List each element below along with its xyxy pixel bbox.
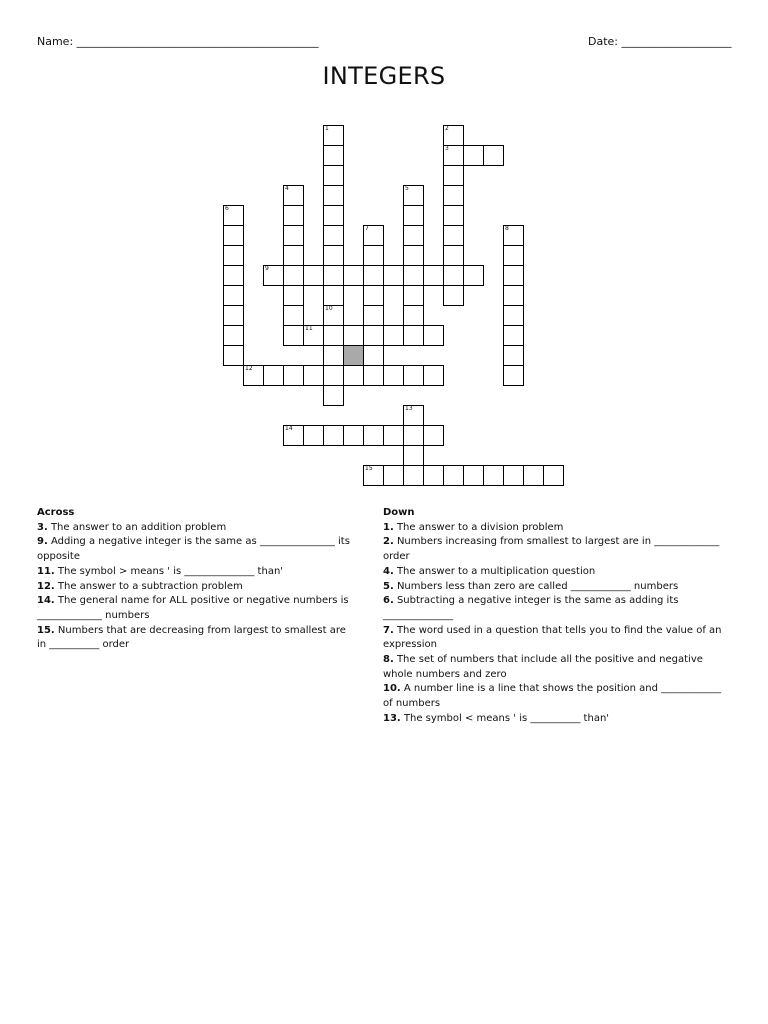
cell-number: 10 <box>325 305 333 312</box>
grid-cell[interactable] <box>323 365 344 386</box>
down-clue <box>383 712 733 727</box>
grid-cell[interactable] <box>423 425 444 446</box>
clue-number: 13. <box>383 712 401 724</box>
grid-cell[interactable] <box>403 185 424 206</box>
clue-text: Adding a negative integer is the same as _______________ its opposite <box>37 536 350 563</box>
cell-number: 8 <box>505 225 509 232</box>
grid-cell[interactable] <box>363 285 384 306</box>
grid-cell[interactable] <box>503 265 524 286</box>
grid-cell[interactable] <box>463 265 484 286</box>
page-title: INTEGERS <box>322 62 446 90</box>
grid-cell[interactable] <box>383 325 404 346</box>
cell-number: 14 <box>285 425 293 432</box>
cell-number: 12 <box>245 365 253 372</box>
grid-cell[interactable] <box>323 425 344 446</box>
grid-cell[interactable] <box>323 305 344 326</box>
grid-cell[interactable] <box>363 365 384 386</box>
grid-cell[interactable] <box>483 145 504 166</box>
grid-cell[interactable] <box>223 325 244 346</box>
crossword-grid <box>0 0 768 500</box>
across-clue-list <box>37 521 355 653</box>
grid-cell[interactable] <box>343 325 364 346</box>
clue-text: The general name for ALL positive or negative numbers is _____________ numbers <box>37 595 349 621</box>
grid-cell[interactable] <box>323 185 344 206</box>
grid-cell[interactable] <box>423 265 444 286</box>
across-clue <box>37 580 355 595</box>
clue-number: 4. <box>383 565 394 577</box>
down-clue <box>383 653 733 682</box>
grid-cell[interactable] <box>403 325 424 346</box>
grid-cell[interactable] <box>403 205 424 226</box>
down-clue <box>383 594 733 623</box>
clue-text: Numbers less than zero are called ____________ numbers <box>396 580 679 592</box>
grid-cell[interactable] <box>283 265 304 286</box>
grid-cell[interactable] <box>403 465 424 486</box>
grid-cell[interactable] <box>223 265 244 286</box>
grid-cell[interactable] <box>363 265 384 286</box>
grid-cell[interactable] <box>323 245 344 266</box>
grid-cell[interactable] <box>463 465 484 486</box>
grid-cell[interactable] <box>523 465 544 486</box>
across-clue <box>37 521 355 536</box>
down-clue <box>383 565 733 580</box>
clue-text: The set of numbers that include all the positive and negative whole numbers and zero <box>383 654 703 680</box>
grid-cell[interactable] <box>283 305 304 326</box>
grid-cell[interactable] <box>283 365 304 386</box>
cell-number: 13 <box>405 405 413 412</box>
clue-text: The word used in a question that tells you to find the value of an expression <box>383 624 722 651</box>
grid-cell[interactable] <box>323 325 344 346</box>
clue-number: 8. <box>383 654 394 666</box>
clue-number: 5. <box>383 580 394 592</box>
grid-cell[interactable] <box>283 425 304 446</box>
grid-cell[interactable] <box>503 285 524 306</box>
across-clue <box>37 565 355 580</box>
grid-cell[interactable] <box>223 285 244 306</box>
grid-cell[interactable] <box>443 205 464 226</box>
grid-cell[interactable] <box>223 245 244 266</box>
clue-text: The symbol < means ' is __________ than' <box>403 712 610 724</box>
grid-cell[interactable] <box>423 325 444 346</box>
grid-cell[interactable] <box>223 205 244 226</box>
grid-cell[interactable] <box>223 225 244 246</box>
down-clue-list <box>383 521 733 727</box>
grid-cell[interactable] <box>503 365 524 386</box>
grid-cell[interactable] <box>503 345 524 366</box>
clue-text: Numbers that are decreasing from largest to smallest are in __________ order <box>37 624 346 651</box>
grid-cell[interactable] <box>503 325 524 346</box>
grid-cell[interactable] <box>303 365 324 386</box>
grid-cell[interactable] <box>403 445 424 466</box>
grid-cell[interactable] <box>403 285 424 306</box>
down-clue <box>383 521 733 536</box>
grid-cell[interactable] <box>303 265 324 286</box>
clue-number: 6. <box>383 595 394 607</box>
grid-cell[interactable] <box>343 425 364 446</box>
clue-text: The answer to a subtraction problem <box>57 580 243 592</box>
grid-cell[interactable] <box>403 305 424 326</box>
grid-cell[interactable] <box>443 265 464 286</box>
grid-cell[interactable] <box>403 245 424 266</box>
clue-number: 9. <box>37 536 48 548</box>
grid-cell[interactable] <box>323 385 344 406</box>
grid-cell[interactable] <box>323 345 344 366</box>
grid-cell[interactable] <box>443 165 464 186</box>
grid-cell[interactable] <box>443 145 464 166</box>
grid-cell[interactable] <box>383 365 404 386</box>
clue-text: The symbol > means ' is ______________ than' <box>57 565 284 577</box>
grid-cell[interactable] <box>303 325 324 346</box>
clue-text: The answer to a division problem <box>396 521 564 533</box>
grid-cell[interactable] <box>443 225 464 246</box>
grid-cell[interactable] <box>503 465 524 486</box>
grid-cell[interactable] <box>443 245 464 266</box>
grid-cell[interactable] <box>243 365 264 386</box>
grid-cell[interactable] <box>383 465 404 486</box>
clue-text: Subtracting a negative integer is the same as adding its ______________ <box>383 595 679 621</box>
grid-cell[interactable] <box>363 425 384 446</box>
grid-cell[interactable] <box>363 465 384 486</box>
grid-cell[interactable] <box>503 305 524 326</box>
grid-cell[interactable] <box>383 425 404 446</box>
clue-number: 10. <box>383 683 401 695</box>
grid-cell[interactable] <box>403 265 424 286</box>
date-field[interactable]: Date: ____________________ <box>588 35 732 48</box>
clue-number: 7. <box>383 624 394 636</box>
across-clues <box>37 506 355 653</box>
grid-cell[interactable] <box>223 345 244 366</box>
cell-number: 5 <box>405 185 409 192</box>
down-clue <box>383 535 733 564</box>
cell-number: 15 <box>365 465 373 472</box>
clue-text: A number line is a line that shows the position and ____________ of numbers <box>383 683 722 710</box>
grid-cell[interactable] <box>503 245 524 266</box>
grid-cell[interactable] <box>443 125 464 146</box>
grid-cell[interactable] <box>283 225 304 246</box>
clue-number: 14. <box>37 595 55 607</box>
grid-cell[interactable] <box>363 345 384 366</box>
grid-cell[interactable] <box>303 425 324 446</box>
grid-cell[interactable] <box>323 125 344 146</box>
across-heading: Across <box>37 507 75 518</box>
down-clue <box>383 624 733 653</box>
clue-text: The answer to an addition problem <box>50 521 227 533</box>
clue-number: 2. <box>383 536 394 548</box>
cell-number: 2 <box>445 125 449 132</box>
grid-cell[interactable] <box>343 365 364 386</box>
clue-text: Numbers increasing from smallest to largest are in _____________ order <box>383 536 720 563</box>
grid-cell[interactable] <box>463 145 484 166</box>
grid-cell[interactable] <box>363 225 384 246</box>
across-clue <box>37 624 355 653</box>
clue-number: 3. <box>37 521 48 533</box>
grid-cell[interactable] <box>283 205 304 226</box>
grid-cell[interactable] <box>263 365 284 386</box>
clue-number: 12. <box>37 580 55 592</box>
clue-number: 11. <box>37 565 55 577</box>
grid-cell[interactable] <box>323 265 344 286</box>
grid-cell[interactable] <box>403 225 424 246</box>
cell-number: 9 <box>265 265 269 272</box>
grid-cell[interactable] <box>403 405 424 426</box>
down-clue <box>383 580 733 595</box>
grid-cell[interactable] <box>323 145 344 166</box>
grid-cell[interactable] <box>443 185 464 206</box>
grid-cell[interactable] <box>363 325 384 346</box>
grid-cell[interactable] <box>263 265 284 286</box>
across-clue <box>37 594 355 623</box>
grid-cell[interactable] <box>283 185 304 206</box>
clue-number: 15. <box>37 624 55 636</box>
grid-cell[interactable] <box>543 465 564 486</box>
across-clue <box>37 535 355 564</box>
grid-cell[interactable] <box>323 205 344 226</box>
clue-text: The answer to a multiplication question <box>396 565 596 577</box>
cell-number: 3 <box>445 145 449 152</box>
grid-cell[interactable] <box>223 305 244 326</box>
cell-number: 6 <box>225 205 229 212</box>
grid-cell[interactable] <box>443 465 464 486</box>
cell-number: 11 <box>305 325 313 332</box>
down-clues <box>383 506 733 727</box>
grid-cell[interactable] <box>323 165 344 186</box>
grid-cell[interactable] <box>503 225 524 246</box>
grid-cell[interactable] <box>403 365 424 386</box>
cell-number: 1 <box>325 125 329 132</box>
down-clue <box>383 682 733 711</box>
grid-cell[interactable] <box>423 465 444 486</box>
grid-cell[interactable] <box>283 285 304 306</box>
cell-number: 4 <box>285 185 289 192</box>
grid-cell[interactable] <box>283 245 304 266</box>
grid-cell[interactable] <box>423 365 444 386</box>
grid-cell[interactable] <box>283 325 304 346</box>
grid-cell[interactable] <box>443 285 464 306</box>
cell-number: 7 <box>365 225 369 232</box>
grid-cell[interactable] <box>323 285 344 306</box>
grid-cell[interactable] <box>403 425 424 446</box>
grid-cell[interactable] <box>483 465 504 486</box>
grid-cell[interactable] <box>323 225 344 246</box>
grid-cell[interactable] <box>363 305 384 326</box>
grid-cell[interactable] <box>363 245 384 266</box>
grid-cell[interactable] <box>383 265 404 286</box>
name-field[interactable]: Name: ____________________________________________ <box>37 35 319 48</box>
grid-cell[interactable] <box>343 265 364 286</box>
down-heading: Down <box>383 507 415 518</box>
shaded-cell <box>343 345 364 366</box>
clue-number: 1. <box>383 521 394 533</box>
